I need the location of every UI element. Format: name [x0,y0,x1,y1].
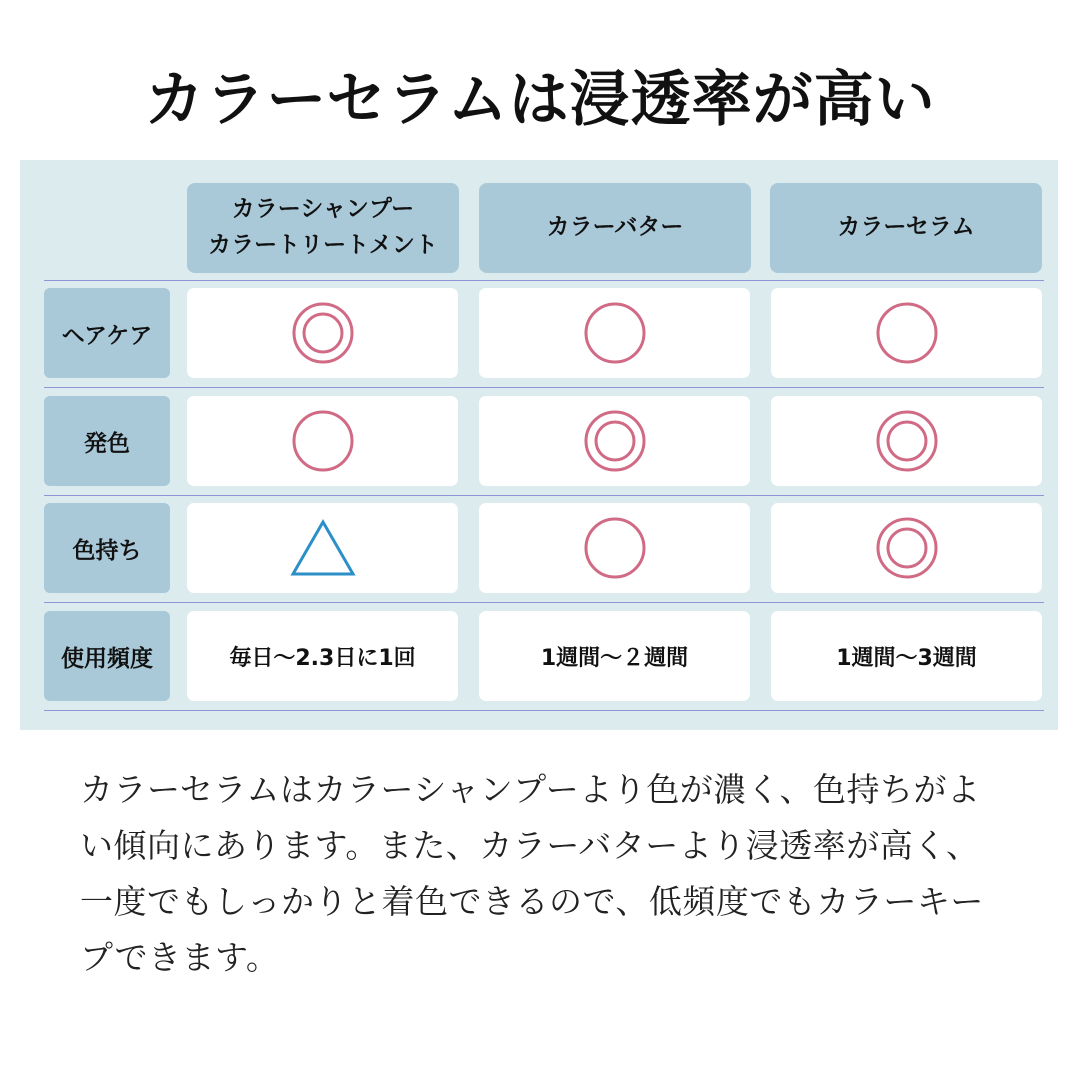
rating-cell [771,396,1042,486]
triangle-icon [290,518,356,578]
rating-cell [479,503,750,593]
column-header-color-shampoo: カラーシャンプー カラートリートメント [187,183,459,273]
rating-cell [187,396,458,486]
row-divider [44,280,1044,281]
double-circle-icon [875,516,939,580]
row-header-hair-care: ヘアケア [44,288,170,378]
comparison-table [20,160,1058,730]
row-divider [44,387,1044,388]
double-circle-icon [875,409,939,473]
column-header-color-serum: カラーセラム [770,183,1042,273]
frequency-text: 毎日〜2.3日に1回 [229,645,416,671]
column-header-color-butter: カラーバター [479,183,751,273]
frequency-text: 1週間〜3週間 [836,645,977,671]
circle-icon [583,301,647,365]
frequency-cell [479,611,750,701]
row-divider [44,710,1044,711]
row-header-color-retention: 色持ち [44,503,170,593]
rating-cell [479,396,750,486]
frequency-cell [187,611,458,701]
rating-cell [771,503,1042,593]
rating-cell [187,288,458,378]
row-header-color-development: 発色 [44,396,170,486]
circle-icon [875,301,939,365]
circle-icon [583,516,647,580]
circle-icon [291,409,355,473]
rating-cell [187,503,458,593]
double-circle-icon [291,301,355,365]
page-title: カラーセラムは浸透率が高い [144,65,936,135]
row-divider [44,602,1044,603]
description-paragraph: カラーセラムはカラーシャンプーより色が濃く、色持ちがよい傾向にあります。また、カラーバターより浸透率が高く、一度でもしっかりと着色できるので、低頻度でもカラーキープできます。 [80,770,984,977]
rating-cell [771,288,1042,378]
frequency-cell [771,611,1042,701]
row-header-usage-frequency: 使用頻度 [44,611,170,701]
row-divider [44,495,1044,496]
rating-cell [479,288,750,378]
frequency-text: 1週間〜２週間 [540,645,689,671]
double-circle-icon [583,409,647,473]
